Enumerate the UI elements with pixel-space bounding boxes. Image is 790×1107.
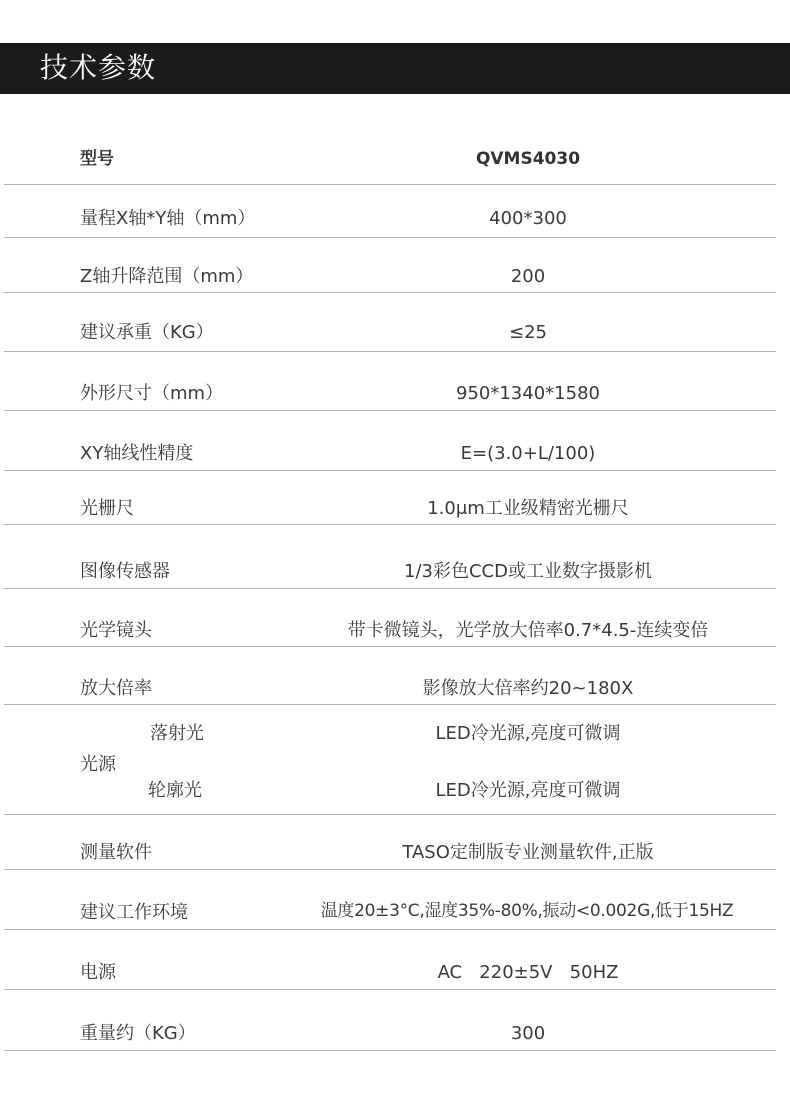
row-label: 建议承重（KG） [80,322,214,343]
sub-row-value: LED冷光源,亮度可微调 [435,780,621,801]
row-label: 外形尺寸（mm） [80,383,224,404]
row-label: 建议工作环境 [80,902,188,923]
sub-row-label: 轮廓光 [148,780,202,801]
row-value: 1.0μm工业级精密光栅尺 [427,498,629,519]
row-value: 300 [510,1023,546,1044]
row-value: 影像放大倍率约20~180X [422,678,634,699]
row-label: 量程X轴*Y轴（mm） [80,208,256,229]
divider [4,989,776,990]
header-value-model: QVMS4030 [475,149,581,169]
divider [4,704,776,705]
row-value: 950*1340*1580 [456,383,600,404]
row-value: 带卡微镜头，光学放大倍率0.7*4.5-连续变倍 [347,620,709,641]
row-label: 光栅尺 [80,498,134,519]
row-label: 重量约（KG） [80,1023,196,1044]
sub-row-label: 落射光 [150,723,204,744]
row-label: 图像传感器 [80,561,170,582]
row-label: 光学镜头 [80,620,152,641]
divider [4,646,776,647]
divider [4,470,776,471]
row-value: 400*300 [489,208,567,229]
header-label-model: 型号 [80,149,114,169]
row-value: 200 [510,266,546,287]
divider [4,351,776,352]
divider [4,929,776,930]
divider [4,410,776,411]
section-header [0,43,790,94]
divider [4,237,776,238]
row-label: 放大倍率 [80,678,152,699]
row-value: AC 220±5V 50HZ [437,962,619,983]
row-value: 温度20±3°C,湿度35%-80%,振动<0.002G,低于15HZ [320,901,734,921]
row-label: XY轴线性精度 [80,443,194,464]
divider [4,588,776,589]
divider [4,524,776,525]
divider [4,184,776,185]
row-value: TASO定制版专业测量软件,正版 [402,842,654,863]
divider [4,814,776,815]
row-value: ≤25 [509,322,547,343]
sub-row-value: LED冷光源,亮度可微调 [435,723,621,744]
section-title: 技术参数 [40,51,157,84]
divider [4,869,776,870]
row-label: 测量软件 [80,842,152,863]
row-label: 光源 [80,754,116,775]
row-label: Z轴升降范围（mm） [80,266,254,287]
row-value: 1/3彩色CCD或工业数字摄影机 [404,561,652,582]
row-value: E=(3.0+L/100) [460,443,596,464]
row-label: 电源 [80,962,116,983]
divider [4,1050,776,1051]
divider [4,292,776,293]
